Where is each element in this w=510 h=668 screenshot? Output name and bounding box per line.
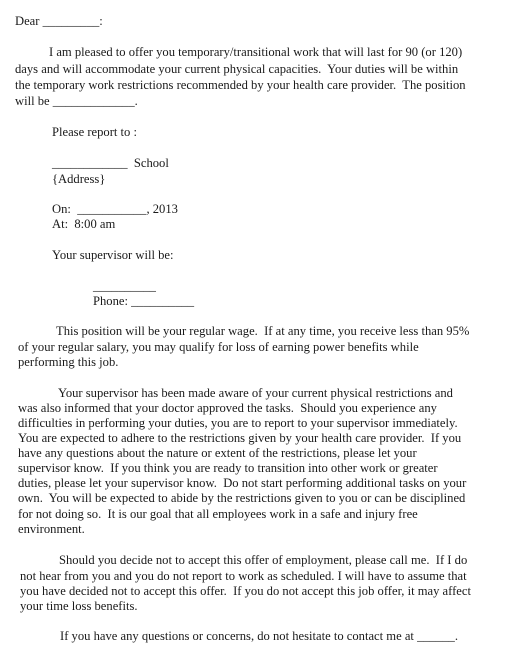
paragraph-offer-line-3: the temporary work restrictions recommended by your health care provider. The position	[15, 78, 466, 92]
paragraph-wage-line-2: of your regular salary, you may qualify for loss of earning power benefits while	[18, 340, 419, 354]
paragraph-offer-line-4: will be _____________.	[15, 94, 138, 108]
supervisor-blank: __________	[93, 279, 156, 293]
paragraph-decline-line-4: your time loss benefits.	[20, 599, 138, 613]
paragraph-decline-line-3: you have decided not to accept this offer. If you do not accept this job offer, it may affect	[20, 584, 471, 598]
report-intro: Please report to :	[52, 125, 137, 139]
paragraph-restrictions-line-9: for not doing so. It is our goal that all employees work in a safe and injury free	[18, 507, 418, 521]
closing-line: If you have any questions or concerns, do not hesitate to contact me at ______.	[60, 629, 458, 643]
paragraph-wage-line-3: performing this job.	[18, 355, 119, 369]
paragraph-restrictions-line-2: was also informed that your doctor approved the tasks. Should you experience any	[18, 401, 437, 415]
paragraph-decline-line-2: not hear from you and you do not report to work as scheduled. I will have to assume that	[20, 569, 467, 583]
paragraph-restrictions-line-10: environment.	[18, 522, 85, 536]
supervisor-label: Your supervisor will be:	[52, 248, 174, 262]
salutation: Dear _________:	[15, 14, 103, 28]
paragraph-restrictions-line-5: have any questions about the nature or extent of the restrictions, please let your	[18, 446, 417, 460]
paragraph-restrictions-line-3: difficulties in performing your duties, you are to report to your supervisor immediately.	[18, 416, 458, 430]
report-date-line: On: ___________, 2013	[52, 202, 178, 216]
paragraph-decline-line-1: Should you decide not to accept this offer of employment, please call me. If I do	[59, 553, 468, 567]
phone-line: Phone: __________	[93, 294, 195, 308]
paragraph-restrictions-line-7: duties, please let your supervisor know. Do not start performing additional tasks on your	[18, 476, 467, 490]
report-time-line: At: 8:00 am	[52, 217, 116, 231]
paragraph-restrictions-line-1: Your supervisor has been made aware of your current physical restrictions and	[58, 386, 453, 400]
paragraph-wage-line-1: This position will be your regular wage. If at any time, you receive less than 95%	[56, 324, 470, 338]
paragraph-offer-line-2: days and will accommodate your current physical capacities. Your duties will be within	[15, 62, 459, 76]
paragraph-restrictions-line-6: supervisor know. If you think you are ready to transition into other work or greater	[18, 461, 438, 475]
report-address: {Address}	[52, 172, 106, 186]
paragraph-restrictions-line-8: own. You will be expected to abide by the restrictions given to you or can be disciplined	[18, 491, 466, 505]
paragraph-restrictions-line-4: You are expected to adhere to the restrictions given by your health care provider. If you	[18, 431, 462, 445]
report-school-line: ____________ School	[52, 156, 169, 170]
paragraph-offer-line-1: I am pleased to offer you temporary/transitional work that will last for 90 (or 120)	[49, 45, 463, 59]
